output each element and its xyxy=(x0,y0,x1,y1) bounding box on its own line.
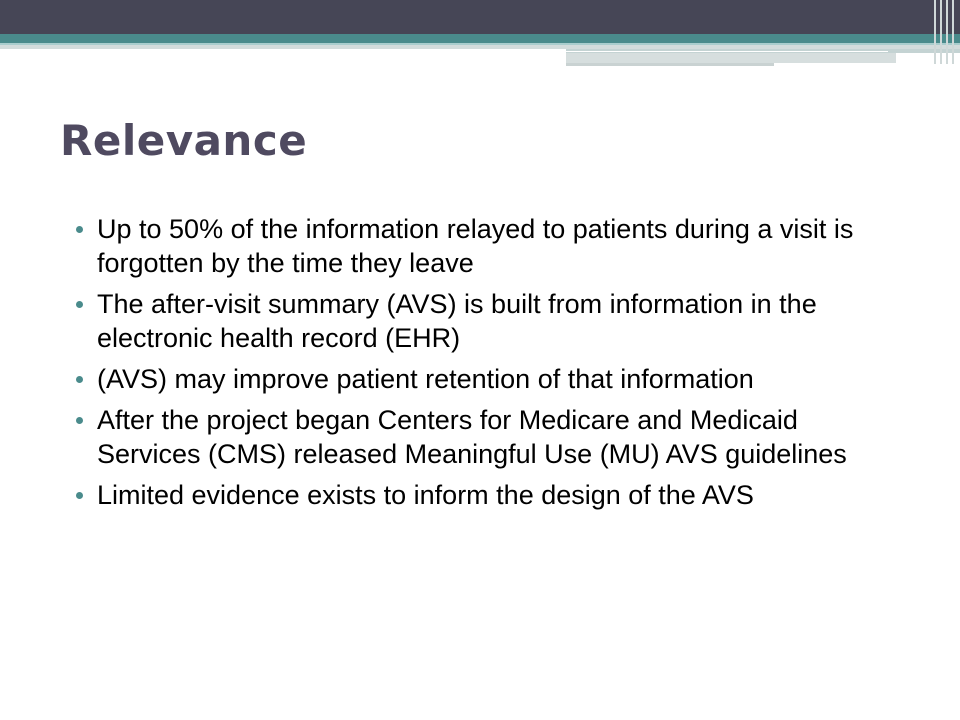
bullet-list xyxy=(76,212,876,519)
bullet-text: Up to 50% of the information relayed to patients during a visit is forgotten by the time they leave xyxy=(97,214,854,278)
corner-line-decoration xyxy=(930,0,960,64)
bullet-dot-icon xyxy=(76,226,83,233)
bullet-dot-icon xyxy=(76,417,83,424)
bullet-item xyxy=(76,362,876,396)
header-bar xyxy=(0,0,960,34)
bullet-item xyxy=(76,478,876,512)
bullet-dot-icon xyxy=(76,492,83,499)
slide-title: Relevance xyxy=(60,116,308,165)
header-step-line xyxy=(566,51,888,52)
bullet-dot-icon xyxy=(76,301,83,308)
bullet-text: Limited evidence exists to inform the design of the AVS xyxy=(97,480,754,510)
bullet-text: After the project began Centers for Medicare and Medicaid Services (CMS) released Meaningful Use (MU) AVS guidelines xyxy=(97,405,847,469)
header-step-decoration xyxy=(566,63,774,66)
bullet-item xyxy=(76,403,876,471)
header-accent-band xyxy=(0,34,960,43)
bullet-text: (AVS) may improve patient retention of that information xyxy=(97,364,754,394)
bullet-text: The after-visit summary (AVS) is built from information in the electronic health record (EHR) xyxy=(97,289,817,353)
header-step-decoration xyxy=(566,53,896,63)
bullet-item xyxy=(76,212,876,280)
bullet-dot-icon xyxy=(76,376,83,383)
bullet-item xyxy=(76,287,876,355)
